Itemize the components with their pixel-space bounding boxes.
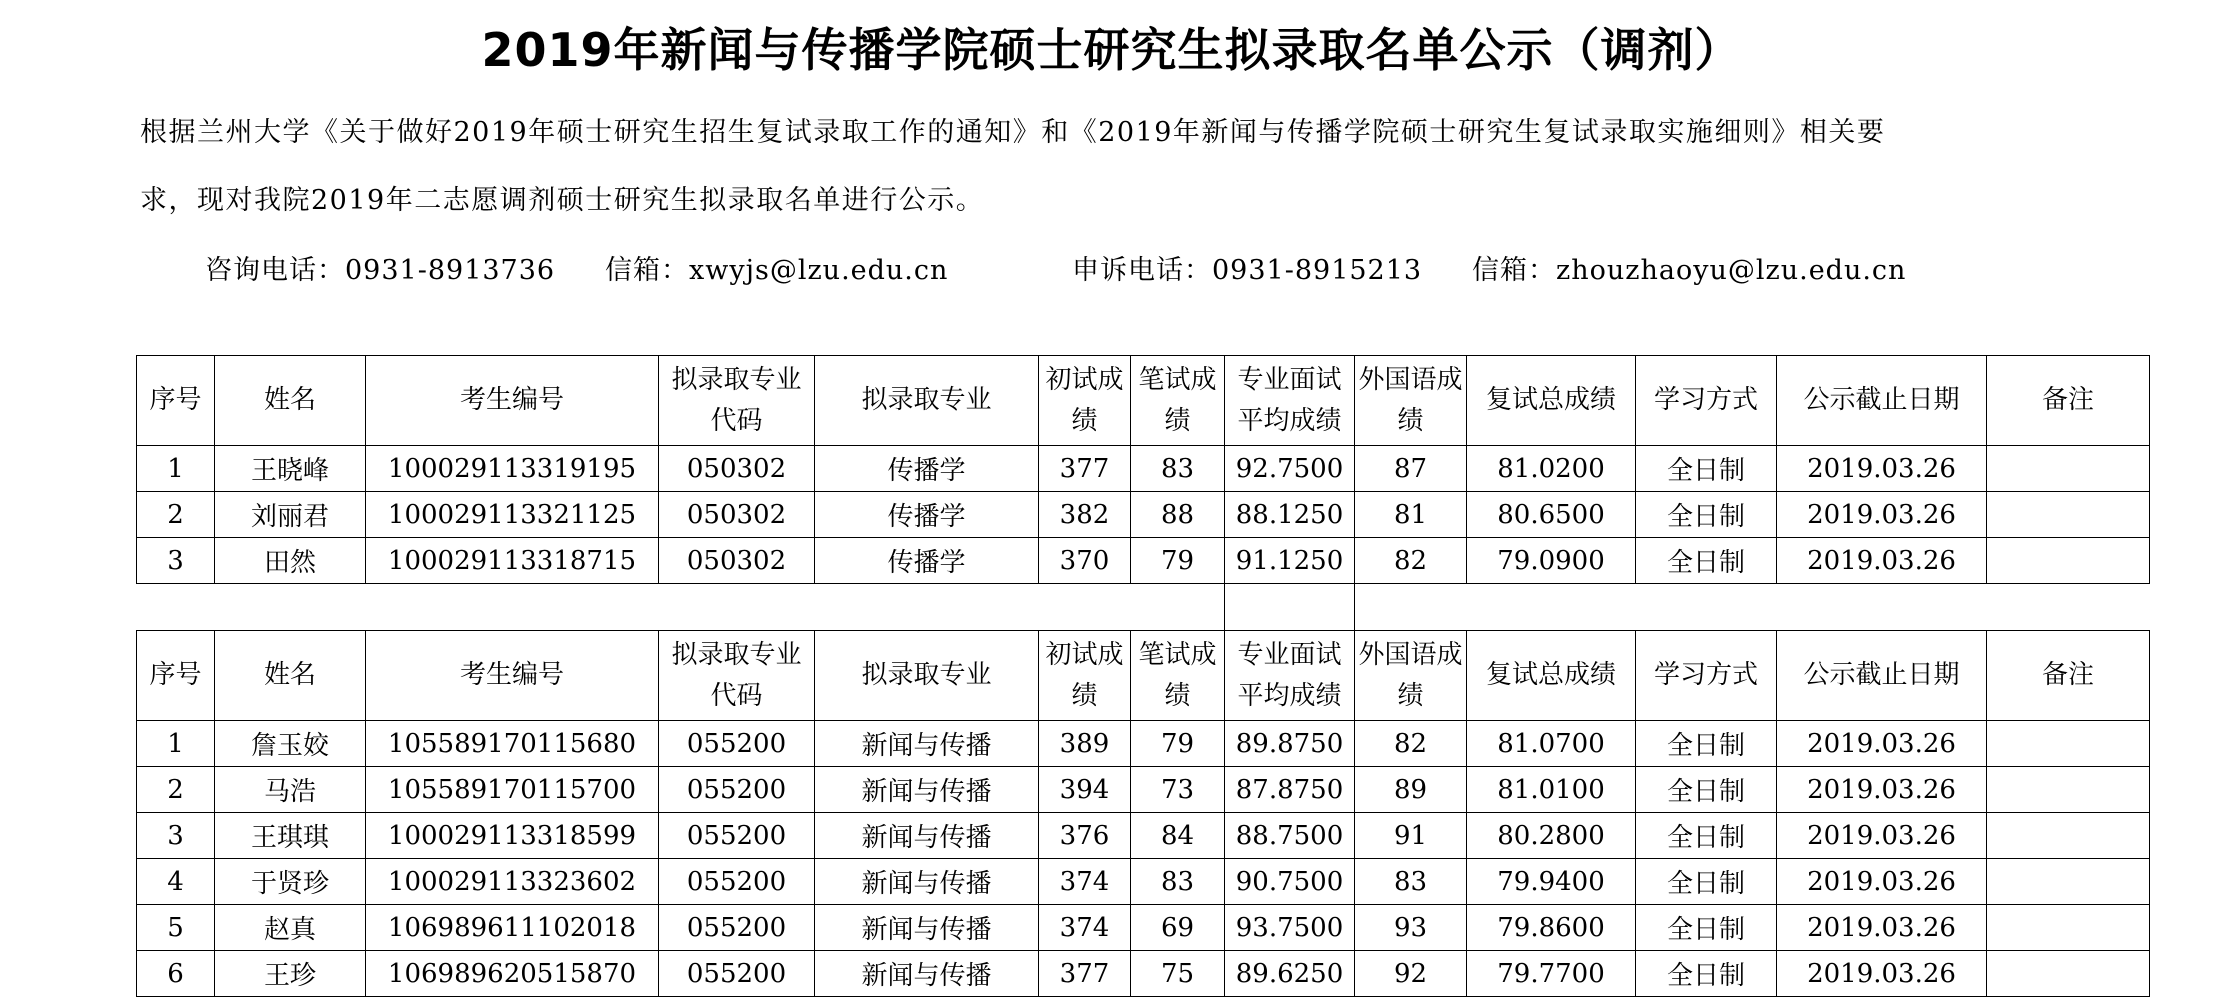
cell-col-foreign-lang-score: 91 [1355,813,1467,859]
header-col-major-code: 拟录取专业代码 [659,631,815,721]
header-col-written-score: 笔试成绩 [1131,631,1225,721]
cell-col-major: 新闻与传播 [815,951,1039,997]
intro-line-2: 求，现对我院2019年二志愿调剂硕士研究生拟录取名单进行公示。 [140,185,985,216]
page-title: 2019年新闻与传播学院硕士研究生拟录取名单公示（调剂） [481,23,1742,77]
cell-col-retest-total: 80.6500 [1467,492,1636,538]
cell-col-interview-score: 92.7500 [1225,446,1355,492]
cell-col-prelim-score: 382 [1039,492,1131,538]
header-col-major: 拟录取专业 [815,356,1039,446]
table-gap-divider [1354,583,1355,630]
header-col-study-mode: 学习方式 [1636,356,1777,446]
cell-col-deadline: 2019.03.26 [1777,721,1987,767]
cell-col-major: 传播学 [815,492,1039,538]
cell-col-interview-score: 90.7500 [1225,859,1355,905]
cell-col-prelim-score: 377 [1039,951,1131,997]
cell-col-major-code: 055200 [659,721,815,767]
cell-col-foreign-lang-score: 89 [1355,767,1467,813]
header-col-foreign-lang-score: 外国语成绩 [1355,356,1467,446]
cell-col-name: 田然 [215,538,366,584]
cell-col-major-code: 055200 [659,951,815,997]
cell-col-exam-id: 100029113318599 [366,813,659,859]
header-col-deadline: 公示截止日期 [1777,356,1987,446]
header-col-deadline: 公示截止日期 [1777,631,1987,721]
header-col-remarks: 备注 [1987,356,2150,446]
table-row [137,951,2150,997]
cell-col-major: 传播学 [815,446,1039,492]
table-row [137,813,2150,859]
header-col-remarks: 备注 [1987,631,2150,721]
cell-col-exam-id: 100029113319195 [366,446,659,492]
cell-col-remarks [1987,446,2150,492]
header-col-name: 姓名 [215,356,366,446]
header-col-foreign-lang-score: 外国语成绩 [1355,631,1467,721]
cell-col-study-mode: 全日制 [1636,721,1777,767]
header-col-retest-total: 复试总成绩 [1467,631,1636,721]
table-gap-divider [1224,583,1225,630]
cell-col-name: 王琪琪 [215,813,366,859]
header-col-major-code: 拟录取专业代码 [659,356,815,446]
cell-col-deadline: 2019.03.26 [1777,492,1987,538]
cell-col-interview-score: 93.7500 [1225,905,1355,951]
cell-col-retest-total: 79.0900 [1467,538,1636,584]
cell-col-written-score: 69 [1131,905,1225,951]
header-col-written-score: 笔试成绩 [1131,356,1225,446]
cell-col-deadline: 2019.03.26 [1777,767,1987,813]
cell-col-retest-total: 81.0700 [1467,721,1636,767]
cell-col-seq: 4 [137,859,215,905]
cell-col-remarks [1987,492,2150,538]
header-col-seq: 序号 [137,356,215,446]
cell-col-seq: 5 [137,905,215,951]
cell-col-seq: 1 [137,721,215,767]
header-col-exam-id: 考生编号 [366,356,659,446]
cell-col-name: 于贤珍 [215,859,366,905]
table-row [137,767,2150,813]
cell-col-remarks [1987,767,2150,813]
table-row [137,446,2150,492]
cell-col-seq: 1 [137,446,215,492]
cell-col-written-score: 73 [1131,767,1225,813]
cell-col-retest-total: 79.8600 [1467,905,1636,951]
cell-col-written-score: 83 [1131,859,1225,905]
cell-col-foreign-lang-score: 81 [1355,492,1467,538]
table-header-row [137,356,2150,446]
cell-col-retest-total: 81.0200 [1467,446,1636,492]
cell-col-retest-total: 81.0100 [1467,767,1636,813]
cell-col-deadline: 2019.03.26 [1777,859,1987,905]
cell-col-name: 马浩 [215,767,366,813]
header-col-name: 姓名 [215,631,366,721]
cell-col-seq: 2 [137,767,215,813]
header-col-retest-total: 复试总成绩 [1467,356,1636,446]
cell-col-written-score: 79 [1131,721,1225,767]
header-col-study-mode: 学习方式 [1636,631,1777,721]
cell-col-major-code: 055200 [659,813,815,859]
table-header-row [137,631,2150,721]
cell-col-major: 传播学 [815,538,1039,584]
admission-table-communication [136,355,2150,584]
cell-col-major-code: 055200 [659,859,815,905]
cell-col-major: 新闻与传播 [815,813,1039,859]
header-col-major: 拟录取专业 [815,631,1039,721]
cell-col-exam-id: 100029113323602 [366,859,659,905]
cell-col-deadline: 2019.03.26 [1777,905,1987,951]
cell-col-major-code: 055200 [659,905,815,951]
cell-col-seq: 3 [137,813,215,859]
cell-col-prelim-score: 394 [1039,767,1131,813]
cell-col-deadline: 2019.03.26 [1777,951,1987,997]
cell-col-seq: 2 [137,492,215,538]
header-col-exam-id: 考生编号 [366,631,659,721]
cell-col-study-mode: 全日制 [1636,951,1777,997]
header-col-prelim-score: 初试成绩 [1039,631,1131,721]
cell-col-remarks [1987,951,2150,997]
cell-col-major: 新闻与传播 [815,859,1039,905]
cell-col-foreign-lang-score: 82 [1355,721,1467,767]
cell-col-study-mode: 全日制 [1636,859,1777,905]
cell-col-study-mode: 全日制 [1636,538,1777,584]
cell-col-exam-id: 106989611102018 [366,905,659,951]
cell-col-deadline: 2019.03.26 [1777,446,1987,492]
cell-col-interview-score: 88.1250 [1225,492,1355,538]
cell-col-name: 王珍 [215,951,366,997]
cell-col-retest-total: 79.7700 [1467,951,1636,997]
cell-col-prelim-score: 370 [1039,538,1131,584]
table-row [137,905,2150,951]
cell-col-study-mode: 全日制 [1636,446,1777,492]
cell-col-retest-total: 80.2800 [1467,813,1636,859]
cell-col-name: 王晓峰 [215,446,366,492]
cell-col-major-code: 050302 [659,492,815,538]
header-col-interview-score: 专业面试平均成绩 [1225,631,1355,721]
cell-col-interview-score: 89.6250 [1225,951,1355,997]
table-row [137,859,2150,905]
header-col-seq: 序号 [137,631,215,721]
cell-col-remarks [1987,721,2150,767]
consult-email: 信箱：xwyjs@lzu.edu.cn [605,255,949,286]
cell-col-interview-score: 91.1250 [1225,538,1355,584]
cell-col-major-code: 050302 [659,446,815,492]
cell-col-interview-score: 89.8750 [1225,721,1355,767]
cell-col-seq: 6 [137,951,215,997]
cell-col-prelim-score: 389 [1039,721,1131,767]
cell-col-interview-score: 88.7500 [1225,813,1355,859]
cell-col-seq: 3 [137,538,215,584]
cell-col-major: 新闻与传播 [815,721,1039,767]
cell-col-written-score: 75 [1131,951,1225,997]
cell-col-exam-id: 105589170115680 [366,721,659,767]
cell-col-interview-score: 87.8750 [1225,767,1355,813]
cell-col-foreign-lang-score: 83 [1355,859,1467,905]
cell-col-remarks [1987,813,2150,859]
cell-col-major: 新闻与传播 [815,905,1039,951]
header-col-interview-score: 专业面试平均成绩 [1225,356,1355,446]
table-row [137,492,2150,538]
cell-col-study-mode: 全日制 [1636,492,1777,538]
admission-table-journalism [136,630,2150,997]
cell-col-remarks [1987,905,2150,951]
cell-col-exam-id: 100029113318715 [366,538,659,584]
cell-col-major: 新闻与传播 [815,767,1039,813]
intro-line-1: 根据兰州大学《关于做好2019年硕士研究生招生复试录取工作的通知》和《2019年新闻与传播学院硕士研究生复试录取实施细则》相关要 [140,117,1886,148]
cell-col-exam-id: 100029113321125 [366,492,659,538]
complaint-phone: 申诉电话：0931-8915213 [1072,255,1423,286]
cell-col-prelim-score: 377 [1039,446,1131,492]
consult-phone: 咨询电话：0931-8913736 [205,255,556,286]
cell-col-major-code: 055200 [659,767,815,813]
cell-col-remarks [1987,859,2150,905]
cell-col-prelim-score: 374 [1039,905,1131,951]
cell-col-foreign-lang-score: 87 [1355,446,1467,492]
table-row [137,538,2150,584]
cell-col-deadline: 2019.03.26 [1777,813,1987,859]
cell-col-foreign-lang-score: 82 [1355,538,1467,584]
cell-col-prelim-score: 374 [1039,859,1131,905]
cell-col-retest-total: 79.9400 [1467,859,1636,905]
complaint-email: 信箱：zhouzhaoyu@lzu.edu.cn [1472,255,1907,286]
table-row [137,721,2150,767]
cell-col-written-score: 84 [1131,813,1225,859]
cell-col-study-mode: 全日制 [1636,905,1777,951]
cell-col-remarks [1987,538,2150,584]
header-col-prelim-score: 初试成绩 [1039,356,1131,446]
cell-col-study-mode: 全日制 [1636,767,1777,813]
cell-col-foreign-lang-score: 93 [1355,905,1467,951]
cell-col-name: 赵真 [215,905,366,951]
cell-col-prelim-score: 376 [1039,813,1131,859]
cell-col-written-score: 83 [1131,446,1225,492]
cell-col-major-code: 050302 [659,538,815,584]
cell-col-study-mode: 全日制 [1636,813,1777,859]
cell-col-foreign-lang-score: 92 [1355,951,1467,997]
cell-col-name: 詹玉姣 [215,721,366,767]
cell-col-name: 刘丽君 [215,492,366,538]
cell-col-deadline: 2019.03.26 [1777,538,1987,584]
cell-col-exam-id: 106989620515870 [366,951,659,997]
cell-col-written-score: 88 [1131,492,1225,538]
cell-col-exam-id: 105589170115700 [366,767,659,813]
cell-col-written-score: 79 [1131,538,1225,584]
